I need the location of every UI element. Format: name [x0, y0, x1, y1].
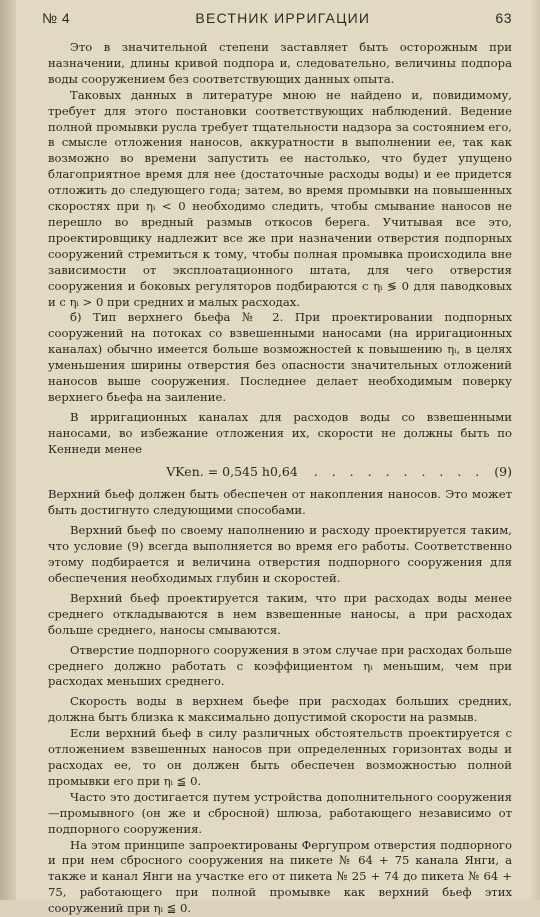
journal-title: ВЕСТНИК ИРРИГАЦИИ — [195, 10, 370, 26]
paragraph: Если верхний бьеф в силу различных обстоятельств проектируется с отложением взвешенных наносов при определенных горизонтах воды и расходах ее, то он должен быть обеспечен возможностью полной промывки его при ηᵢ ≦ 0. — [48, 726, 512, 790]
paragraph: Это в значительной степени заставляет быть осторожным при назначении, длины кривой подпора и, следовательно, величины подпора воды сооружением без соответствующих данных опыта. — [48, 40, 512, 88]
paragraph: Таковых данных в литературе мною не найдено и, повидимому, требует для этого постановки соответствующих наблюдений. Ведение полной промывки русла требует тщательности надзора за состоянием его, в смысле отложения наносов, аккуратности в выполнении ее, так как возможно во времени запустить ее настолько, что будет упущено благоприятное время для нее (достаточные расходы воды) и ее придется отложить до следующего года; затем, во время промывки на повышенных скоростях при ηᵢ < 0 необходимо следить, чтобы смывание наносов не перешло во вредный размыв откосов берега. Учитывая все это, проектировщику надлежит все же при назначении отверстия подпорных сооружений стремиться к тому, чтобы полная промывка происходила вне зависимости от эксплоатационного штата, для чего отверстия сооружения и боковых регуляторов подбираются с ηᵢ ≶ 0 для паводковых и с ηᵢ > 0 при средних и малых расходах. — [48, 88, 512, 311]
formula-number: (9) — [494, 464, 512, 480]
issue-number: № 4 — [42, 10, 70, 26]
running-header — [42, 10, 512, 26]
formula-expression: VKen. = 0,545 h0,64 — [166, 464, 298, 480]
paragraph: Верхний бьеф по своему наполнению и расходу проектируется таким, что условие (9) всегда выполняется во время его работы. Соответственно этому подбирается и величина отверстия подпорного сооружения для обеспечения необходимых глубин и скоростей. — [48, 523, 512, 587]
paragraph: Отверстие подпорного сооружения в этом случае при расходах больше среднего должно работать с коэффициентом ηᵢ меньшим, чем при расходах меньших среднего. — [48, 643, 512, 691]
paragraph: Верхний бьеф проектируется таким, что при расходах воды менее среднего откладываются в нем взвешенные наносы, а при расходах больше среднего, наносы смываются. — [48, 591, 512, 639]
formula-9 — [48, 464, 512, 480]
formula-leader-dots: . . . . . . . . . . — [314, 464, 485, 480]
article-body — [48, 40, 512, 917]
paragraph: Часто это достигается путем устройства дополнительного сооружения—промывного (он же и сбросной) шлюза, работающего независимо от подпорного сооружения. — [48, 790, 512, 838]
paragraph: Скорость воды в верхнем бьефе при расходах больших средних, должна быть близка к максимально допустимой скорости на размыв. — [48, 694, 512, 726]
page-number: 63 — [495, 10, 512, 26]
paragraph: б) Тип верхнего бьефа № 2. При проектировании подпорных сооружений на потоках со взвешенными наносами (на ирригационных каналах) обычно имеется больше возможностей к повышению ηᵢ, в целях уменьшения ширины отверстия без опасности значительных отложений наносов выше сооружения. Последнее делает необходимым поверку верхнего бьефа на заиление. — [48, 310, 512, 405]
paragraph: На этом принципе запроектированы Фергупром отверстия подпорного и при нем сбросного сооружения на пикете № 64 + 75 канала Янги, а также и канал Янги на участке его от пикета № 25 + 74 до пикета № 64 + 75, работающего при полной промывке как верхний бьеф этих сооружений при ηᵢ ≦ 0. — [48, 838, 512, 917]
paragraph: Верхний бьеф должен быть обеспечен от накопления наносов. Это может быть достигнуто следующими способами. — [48, 487, 512, 519]
paragraph: В ирригационных каналах для расходов воды со взвешенными наносами, во избежание отложения их, скорости не должны быть по Кеннеди менее — [48, 410, 512, 458]
